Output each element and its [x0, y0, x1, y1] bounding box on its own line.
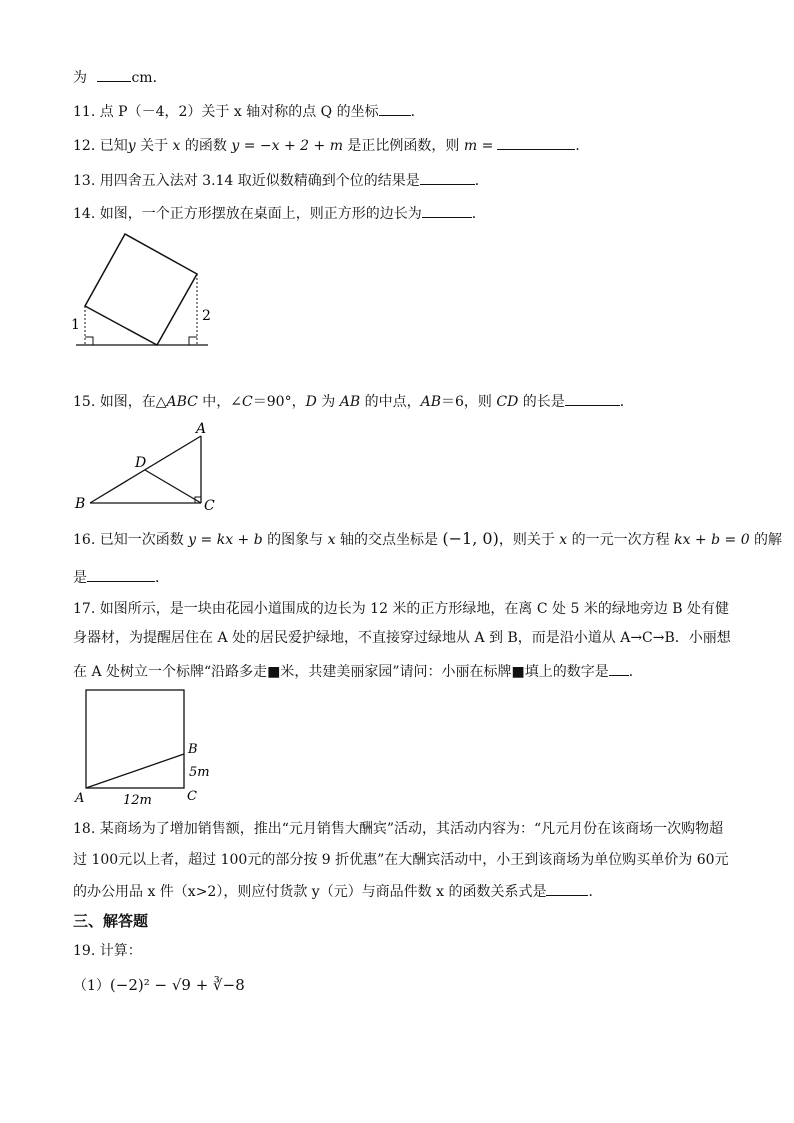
q15-p7: 的长是	[518, 394, 565, 410]
q15-ab: AB	[339, 394, 361, 410]
q16-l2: 是	[73, 570, 87, 586]
label-a: A	[196, 421, 207, 437]
q14-text: 14. 如图，一个正方形摆放在桌面上，则正方形的边长为	[73, 206, 422, 222]
q12-prefix: 12. 已知	[73, 138, 128, 154]
q15-d: D	[305, 394, 317, 410]
q17-line1: 17. 如图所示，是一块由花园小道围成的边长为 12 米的正方形绿地，在离 C 处 5 米的绿地旁边 B 处有健	[73, 601, 730, 617]
right-angle-mark-left	[85, 337, 93, 345]
q12-var-x: x	[172, 138, 181, 154]
q12-end: ．	[575, 138, 590, 154]
q17-figure	[72, 688, 222, 806]
q12-var-y: y	[127, 138, 136, 154]
q14-end: ．	[471, 206, 486, 222]
q18-line1: 18. 某商场为了增加销售额，推出“元月销售大酬宾”活动，其活动内容为：“凡元月份在该商场一次购物超	[73, 821, 724, 837]
q12-mid2: 的函数	[180, 138, 232, 154]
answer-blank	[546, 881, 588, 896]
question-15	[73, 391, 634, 411]
q13-text: 13. 用四舍五入法对 3.14 取近似数精确到个位的结果是	[73, 173, 420, 189]
q19-text: 19. 计算：	[73, 943, 142, 959]
q10-text: 为	[73, 70, 87, 86]
q18-end: ．	[588, 884, 603, 900]
q15-figure	[70, 420, 230, 515]
q15-cd: CD	[496, 394, 519, 410]
label-b: B	[75, 496, 86, 512]
q19-expression: (−2)² − √9 + ∛−8	[109, 976, 245, 994]
q11-end: ．	[410, 104, 425, 120]
answer-blank	[497, 135, 575, 150]
q18-l3: 的办公用品 x 件（x>2），则应付货款 y（元）与商品件数 x 的函数关系式是	[73, 884, 547, 900]
answer-blank	[379, 101, 411, 116]
q17-line2: 身器材，为提醒居住在 A 处的居民爱护绿地，不直接穿过绿地从 A 到 B，而是沿小道从 A→C→B．小丽想	[73, 630, 731, 646]
q16-x2: x	[559, 532, 568, 548]
q15-abc: ABC	[166, 394, 198, 410]
q16-point: (−1, 0)	[442, 529, 499, 548]
q15-ab2: AB	[420, 394, 441, 410]
q16-eq: kx + b = 0	[674, 532, 750, 548]
question-18-line3	[73, 881, 602, 901]
q15-c: C	[242, 394, 253, 410]
question-12	[73, 135, 589, 155]
label-c: C	[204, 498, 215, 514]
q15-p5: 的中点，	[360, 394, 421, 410]
q15-p6: ＝6，则	[441, 394, 497, 410]
q16-x: x	[327, 532, 336, 548]
q17-l3: 在 A 处树立一个标牌“沿路多走■米，共建美丽家园”请问：小丽在标牌■填上的数字是	[73, 664, 609, 680]
q16-p5: 的一元一次方程	[567, 532, 675, 548]
question-19-part1	[73, 976, 245, 995]
q12-formula: y = −x + 2 + m	[231, 138, 343, 154]
answer-blank	[420, 170, 475, 185]
label-d: D	[135, 455, 147, 471]
q16-p2: 的图象与	[262, 532, 328, 548]
question-16-line2	[73, 567, 169, 587]
q16-p4: ，则关于	[498, 532, 560, 548]
q13-end: ．	[474, 173, 489, 189]
q10-tail	[73, 67, 167, 87]
answer-blank	[422, 203, 472, 218]
right-angle-mark-right	[189, 337, 197, 345]
answer-blank	[97, 67, 131, 82]
label-a: A	[75, 791, 85, 806]
q16-p6: 的解	[749, 532, 783, 548]
q16-p3: 轴的交点坐标是	[335, 532, 443, 548]
section-heading: 三、解答题	[73, 912, 149, 930]
q16-end: ．	[155, 570, 169, 586]
label-1: 1	[71, 317, 80, 333]
question-17-line3	[73, 661, 643, 681]
square-garden	[86, 690, 184, 788]
question-11	[73, 101, 425, 121]
answer-blank	[609, 661, 629, 676]
question-13	[73, 170, 489, 190]
label-12m: 12m	[123, 793, 152, 808]
q16-p1: 16. 已知一次函数	[73, 532, 189, 548]
q10-unit: cm．	[131, 70, 167, 86]
answer-blank	[565, 391, 620, 406]
label-c: C	[187, 789, 197, 804]
square-shape	[85, 234, 197, 345]
q14-figure	[60, 228, 220, 353]
label-2: 2	[202, 308, 211, 324]
segment-cd	[145, 470, 201, 503]
q12-mid1: 关于	[135, 138, 173, 154]
question-14	[73, 203, 486, 223]
question-16	[73, 530, 782, 549]
q17-end: ．	[628, 664, 643, 680]
q12-mid3: 是正比例函数，则	[342, 138, 464, 154]
q15-end: ．	[619, 394, 634, 410]
q12-var-m: m =	[463, 138, 494, 154]
segment-ab	[86, 754, 184, 788]
q15-p3: ＝90°，	[252, 394, 306, 410]
answer-blank	[87, 567, 155, 582]
label-b: B	[188, 742, 198, 757]
q11-text: 11. 点 P（－4，2）关于 x 轴对称的点 Q 的坐标	[73, 104, 379, 120]
q18-line2: 过 100元以上者，超过 100元的部分按 9 折优惠”在大酬宾活动中，小王到该商场为单位购买单价为 60元	[73, 852, 729, 868]
q15-p1: 15. 如图，在△	[73, 394, 167, 410]
q15-p2: 中，∠	[197, 394, 243, 410]
q15-p4: 为	[316, 394, 340, 410]
label-5m: 5m	[189, 765, 210, 780]
q19-sub1: （1）	[73, 978, 110, 994]
q16-formula: y = kx + b	[188, 532, 263, 548]
